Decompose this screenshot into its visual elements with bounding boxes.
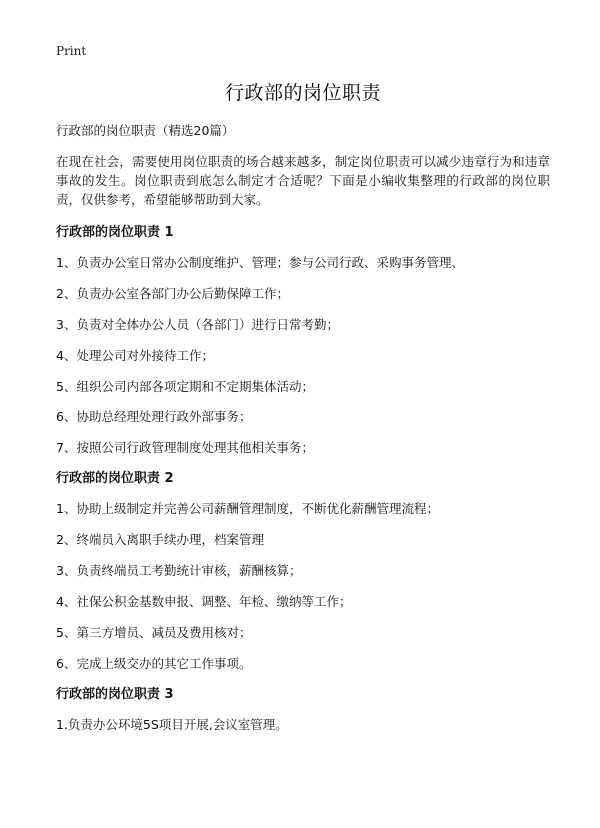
section-heading: 行政部的岗位职责 2	[56, 471, 174, 487]
list-item: 7、按照公司行政管理制度处理其他相关事务；	[56, 440, 314, 456]
list-item: 4、处理公司对外接待工作；	[56, 347, 214, 363]
section-3	[56, 686, 550, 734]
list-item: 6、协助总经理处理行政外部事务；	[56, 409, 252, 425]
section-heading: 行政部的岗位职责 3	[56, 686, 174, 702]
list-item: 1、协助上级制定并完善公司薪酬管理制度，不断优化薪酬管理流程；	[56, 501, 439, 517]
list-item: 3、负责终端员工考勤统计审核，薪酬核算；	[56, 563, 302, 579]
subtitle: 行政部的岗位职责（精选20篇）	[56, 123, 235, 138]
page-title: 行政部的岗位职责	[224, 82, 381, 104]
list-item: 4、社保公积金基数申报、调整、年检、缴纳等工作；	[56, 593, 352, 609]
list-item: 2、负责办公室各部门办公后勤保障工作；	[56, 285, 289, 301]
list-item: 1.负责办公环境5S项目开展,会议室管理。	[56, 716, 288, 732]
list-item: 5、组织公司内部各项定期和不定期集体活动；	[56, 378, 314, 394]
list-item: 2、终端员入离职手续办理，档案管理	[56, 532, 264, 548]
section-heading: 行政部的岗位职责 1	[56, 225, 174, 240]
list-item: 5、第三方增员、减员及费用核对；	[56, 624, 252, 640]
list-item: 3、负责对全体办公人员（各部门）进行日常考勤；	[56, 316, 339, 332]
print-link[interactable]: Print	[56, 44, 87, 58]
intro-paragraph: 在现在社会，需要使用岗位职责的场合越来越多，制定岗位职责可以减少违章行为和违章事故的发生。岗位职责到底怎么制定才合适呢？下面是小编收集整理的行政部的岗位职责，仅供参考，希望能够帮助到大家。	[56, 154, 550, 207]
list-item: 6、完成上级交办的其它工作事项。	[56, 655, 252, 671]
section-1	[56, 224, 550, 457]
list-item: 1、负责办公室日常办公制度维护、管理；参与公司行政、采购事务管理、	[56, 255, 464, 270]
section-2	[56, 470, 550, 672]
